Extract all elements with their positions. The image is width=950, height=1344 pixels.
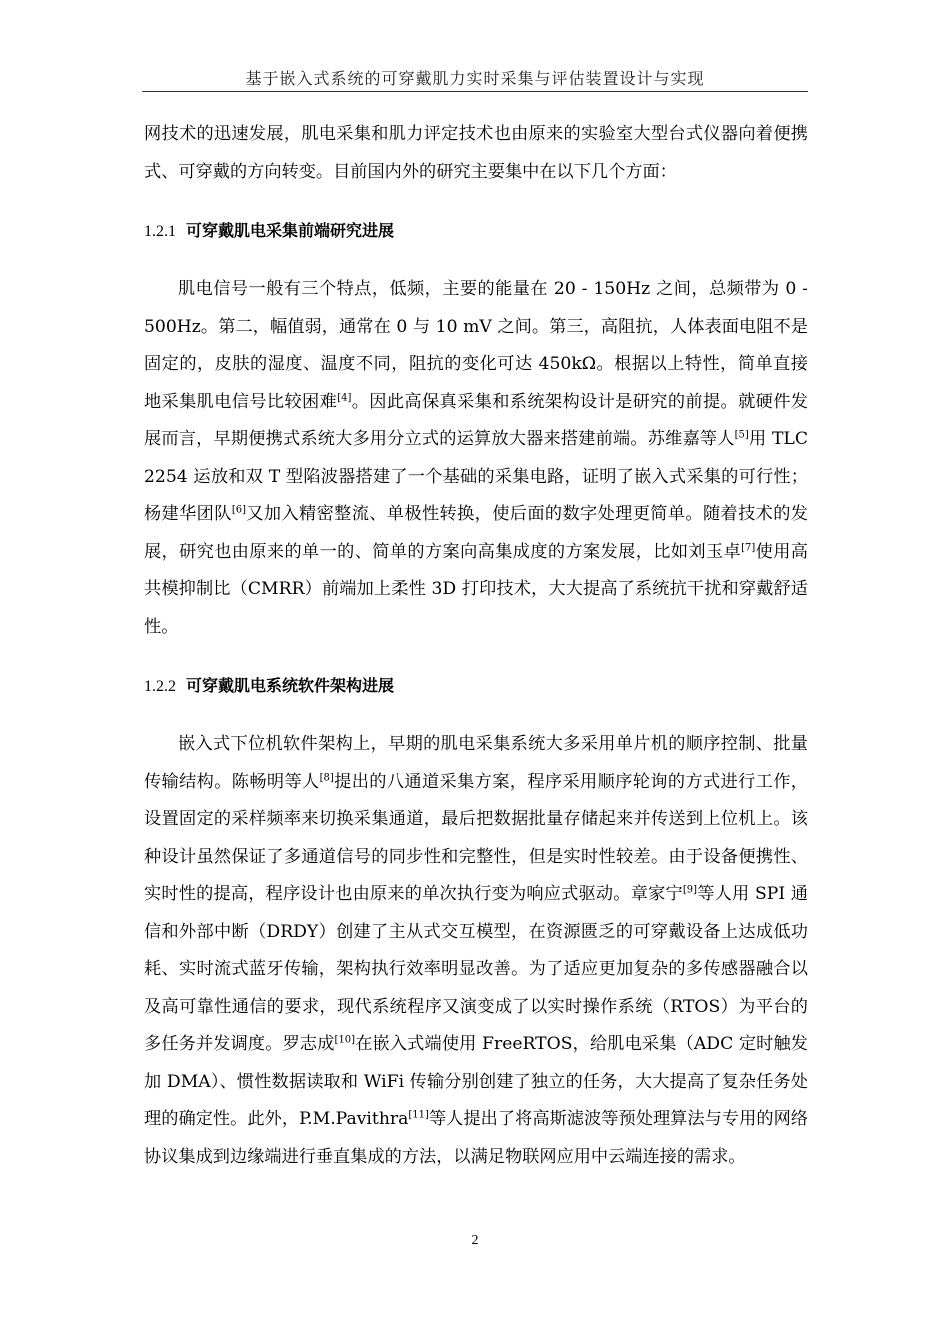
paragraph-text: 又加入精密整流、单极性转换，使后面的数字处理更简单。随着技术的发展，研究也由原来的单一的、简单的方案向高集成度的方案发展，比如刘玉卓 xyxy=(144,504,808,562)
paragraph-text: 等人提出了将高斯滤波等预处理算法与专用的网络协议集成到边缘端进行垂直集成的方法，以满足物联网应用中云端连接的需求。 xyxy=(144,1109,808,1167)
section-number: 1.2.2 xyxy=(144,678,176,695)
spacer xyxy=(144,251,808,271)
header-rule xyxy=(142,91,808,92)
intro-paragraph: 网技术的迅速发展，肌电采集和肌力评定技术也由原来的实验室大型台式仪器向着便携式、可穿戴的方向转变。目前国内外的研究主要集中在以下几个方面： xyxy=(144,124,808,182)
section-title: 可穿戴肌电采集前端研究进展 xyxy=(186,221,395,240)
spacer xyxy=(144,191,808,211)
citation-ref: [5] xyxy=(734,429,749,441)
spacer xyxy=(144,706,808,726)
paragraph-text: 。因此高保真采集和系统架构设计是研究的前提。就硬件发展而言，早期便携式系统大多用分立式的运算放大器来搭建前端。苏维嘉等人 xyxy=(144,391,808,449)
paragraph-text: 肌电信号一般有三个特点，低频，主要的能量在 20 - 150Hz 之间，总频带为 0 - 500Hz。第二，幅值弱，通常在 0 与 10 mV 之间。第三，高阻抗，人体表面电阻不是固定的，皮肤的湿度、温度不同，阻抗的变化可达 450kΩ。根据以上特性，简单直接地采集肌电信号比较困难 xyxy=(144,279,808,412)
section-1-paragraph xyxy=(144,271,808,646)
spacer xyxy=(144,646,808,666)
section-2-paragraph xyxy=(144,726,808,1176)
citation-ref: [11] xyxy=(408,1109,429,1121)
paragraph-text: 用 TLC2254 运放和双 T 型陷波器搭建了一个基础的采集电路，证明了嵌入式采集的可行性；杨建华团队 xyxy=(144,429,808,524)
paragraph-text: 使用高共模抑制比（CMRR）前端加上柔性 3D 打印技术，大大提高了系统抗干扰和穿戴舒适性。 xyxy=(144,541,808,637)
citation-ref: [8] xyxy=(319,771,334,783)
paragraph-text: 嵌入式下位机软件架构上，早期的肌电采集系统大多采用单片机的顺序控制、批量传输结构。陈畅明等人 xyxy=(144,734,808,792)
paragraph-text: 在嵌入式端使用 FreeRTOS，给肌电采集（ADC 定时触发加 DMA）、惯性数据读取和 WiFi 传输分别创建了独立的任务，大大提高了复杂任务处理的确定性。此外，P.M.Pavithra xyxy=(144,1034,808,1129)
citation-ref: [9] xyxy=(682,884,698,896)
citation-ref: [10] xyxy=(334,1034,356,1046)
citation-ref: [6] xyxy=(231,504,246,516)
section-heading-1-2-2 xyxy=(144,666,808,706)
paragraph-text: 提出的八通道采集方案，程序采用顺序轮询的方式进行工作，设置固定的采样频率来切换采集通道，最后把数据批量存储起来并传送到上位机上。该种设计虽然保证了多通道信号的同步性和完整性，但是实时性较差。由于设备便携性、实时性的提高，程序设计也由原来的单次执行变为响应式驱动。章家宁 xyxy=(144,771,808,904)
paragraph-text: 等人用 SPI 通信和外部中断（DRDY）创建了主从式交互模型，在资源匮乏的可穿戴设备上达成低功耗、实时流式蓝牙传输，架构执行效率明显改善。为了适应更加复杂的多传感器融合以及高可靠性通信的要求，现代系统程序又演变成了以实时操作系统（RTOS）为平台的多任务并发调度。罗志成 xyxy=(144,884,808,1054)
section-number: 1.2.1 xyxy=(144,223,176,240)
page-body xyxy=(144,116,808,1176)
section-heading-1-2-1 xyxy=(144,211,808,251)
section-title: 可穿戴肌电系统软件架构进展 xyxy=(186,676,395,695)
citation-ref: [4] xyxy=(337,391,352,403)
citation-ref: [7] xyxy=(741,541,756,553)
page-number: 2 xyxy=(471,1233,479,1248)
running-header: 基于嵌入式系统的可穿戴肌力实时采集与评估装置设计与实现 xyxy=(245,69,705,88)
